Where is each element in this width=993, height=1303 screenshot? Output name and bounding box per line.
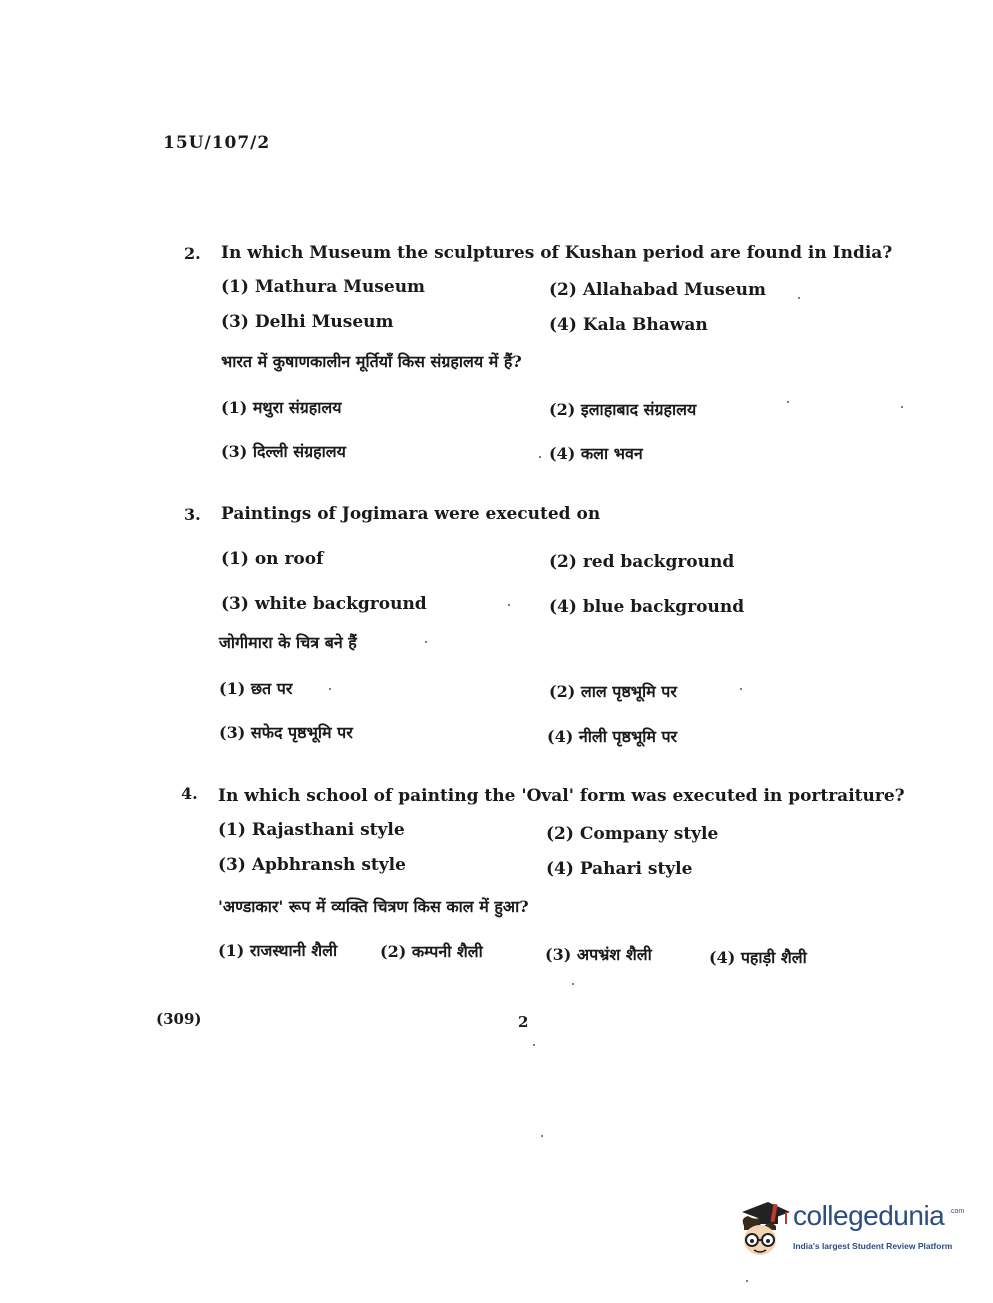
page-number: 2 xyxy=(518,1013,529,1031)
option-hi: (2) इलाहाबाद संग्रहालय xyxy=(549,400,697,419)
option-hi: (4) कला भवन xyxy=(549,444,643,463)
scan-speck xyxy=(541,1135,543,1137)
option-hi: (3) दिल्ली संग्रहालय xyxy=(221,442,346,461)
scan-speck xyxy=(539,456,541,458)
scan-speck xyxy=(533,1044,535,1046)
option-hi: (1) राजस्थानी शैली xyxy=(218,941,338,960)
question-text-en: In which Museum the sculptures of Kushan period are found in India? xyxy=(221,243,893,263)
option-en: (3) Delhi Museum xyxy=(221,312,394,332)
scan-speck xyxy=(508,604,510,606)
question-text-en: In which school of painting the 'Oval' form was executed in portraiture? xyxy=(218,786,905,806)
option-en: (2) red background xyxy=(549,552,735,572)
question-text-hi: 'अण्डाकार' रूप में व्यक्ति चित्रण किस काल में हुआ? xyxy=(218,897,529,916)
brand-name: collegedunia xyxy=(793,1200,945,1231)
question-number: 4. xyxy=(181,784,198,803)
mascot-icon xyxy=(736,1196,792,1262)
brand-suffix: .com xyxy=(949,1208,965,1215)
option-hi: (2) कम्पनी शैली xyxy=(380,942,483,961)
scan-speck xyxy=(787,401,789,403)
paper-code: 15U/107/2 xyxy=(163,133,271,153)
option-en: (4) Kala Bhawan xyxy=(549,315,708,335)
scan-speck xyxy=(572,983,574,985)
option-en: (2) Company style xyxy=(546,824,719,844)
question-text-hi: भारत में कुषाणकालीन मूर्तियाँ किस संग्रहालय में हैं? xyxy=(221,352,522,371)
scan-speck xyxy=(901,406,903,408)
brand-tagline: India's largest Student Review Platform xyxy=(793,1241,953,1251)
question-text-en: Paintings of Jogimara were executed on xyxy=(221,504,601,524)
collegedunia-logo xyxy=(736,1196,968,1266)
option-en: (1) Rajasthani style xyxy=(218,820,405,840)
option-en: (4) blue background xyxy=(549,597,745,617)
option-en: (2) Allahabad Museum xyxy=(549,280,766,300)
scan-speck xyxy=(746,1280,748,1282)
option-hi: (1) छत पर xyxy=(219,679,293,698)
option-hi: (4) पहाड़ी शैली xyxy=(709,948,807,967)
question-number: 2. xyxy=(184,244,201,263)
option-en: (3) Apbhransh style xyxy=(218,855,406,875)
question-text-hi: जोगीमारा के चित्र बने हैं xyxy=(219,633,357,652)
scan-speck xyxy=(798,297,800,299)
scan-speck xyxy=(329,688,331,690)
option-en: (1) on roof xyxy=(221,549,324,569)
option-hi: (3) सफेद पृष्ठभूमि पर xyxy=(219,723,353,742)
option-hi: (4) नीली पृष्ठभूमि पर xyxy=(547,727,678,746)
booklet-code: (309) xyxy=(156,1010,202,1028)
option-en: (1) Mathura Museum xyxy=(221,277,426,297)
option-hi: (3) अपभ्रंश शैली xyxy=(545,945,652,964)
scan-speck xyxy=(425,641,427,643)
option-hi: (1) मथुरा संग्रहालय xyxy=(221,398,342,417)
scan-speck xyxy=(740,688,742,690)
option-en: (4) Pahari style xyxy=(546,859,693,879)
option-hi: (2) लाल पृष्ठभूमि पर xyxy=(549,682,677,701)
question-number: 3. xyxy=(184,505,201,524)
option-en: (3) white background xyxy=(221,594,427,614)
